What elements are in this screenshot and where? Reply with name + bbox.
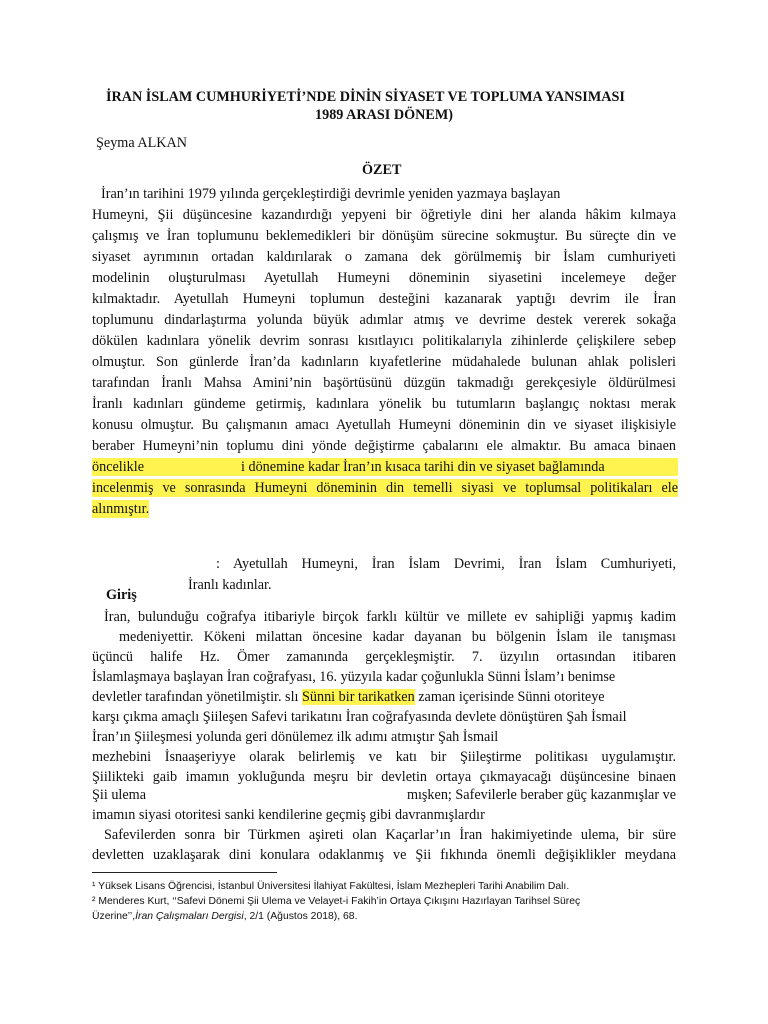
document-title-line1: İRAN İSLAM CUMHURİYETİ’NDE DİNİN SİYASET VE TOPLUMA YANSIMASI: [106, 89, 625, 105]
intro-text: zaman içerisinde Sünni otoriteye: [418, 689, 605, 705]
document-title-line2: 1989 ARASI DÖNEM): [315, 107, 453, 123]
intro-line: İran’ın Şiileşmesi yolunda geri dönülemez ilk adımı atmıştır Şah İsmail: [92, 729, 499, 745]
intro-highlight: Sünni bir tarikatken: [302, 689, 415, 705]
abstract-highlight-line: [92, 458, 678, 476]
intro-line: üçüncü halife Hz. Ömer zamanında gerçekleşmiştir. 7. üzyılın ortasından itibaren: [92, 649, 676, 665]
abstract-line: modelinin oluşturulması Ayetullah Humeyni döneminin siyasetini incelemeye değer: [92, 270, 676, 286]
abstract-line: tarafından İranlı Mahsa Amini’nin başörtüsünü düzgün takmadığı gerekçesiyle öldürülmesi: [92, 375, 676, 391]
keywords-line: : Ayetullah Humeyni, İran İslam Devrimi, İran İslam Cumhuriyeti,: [216, 556, 676, 572]
author-name: Şeyma ALKAN: [96, 135, 188, 151]
intro-text: devletler tarafından yönetilmiştir. slı: [92, 689, 299, 705]
abstract-line: dökülen kadınlara yönelik devrim sonrası kısıtlayıcı politikalarıyla zihinlerde çelişkilere sebep: [92, 333, 676, 349]
abstract-highlight-line: incelenmiş ve sonrasında Humeyni döneminin din temelli siyasi ve toplumsal politikaları ele: [92, 480, 678, 496]
footnote-2: ² Menderes Kurt, ‘‘Safevi Dönemi Şii Ulema ve Velayet-i Fakih’in Ortaya Çıkışını Hazırlayan Tarihsel Süreç: [92, 896, 581, 907]
journal-name: İran Çalışmaları Dergisi: [135, 911, 244, 922]
footnote-1: ¹ Yüksek Lisans Öğrencisi, İstanbul Üniversitesi İlahiyat Fakültesi, İslam Mezhepleri Tarihi Anabilim Dalı.: [92, 881, 570, 892]
abstract-line: olmuştur. Son günlerde İran’da kadınların kıyafetlerine müdahalede bulunan ahlak polisleri: [92, 354, 676, 370]
abstract-line: İranlı kadınları gündeme getirmiş, kadınlara yönelik bu tutumların başlangıç noktası merak: [92, 396, 676, 412]
abstract-line: siyaset ayrımının ortadan kaldırılarak o zamana dek görülmemiş bir İslam cumhuriyeti: [92, 249, 676, 265]
intro-line: [92, 688, 605, 706]
highlight-text: öncelikle: [92, 459, 144, 475]
abstract-line: konusu olmuştur. Bu çalışmanın amacı Ayetullah Humeyni döneminin din ve siyaset ilişkisiyle: [92, 417, 676, 433]
intro-line: karşı çıkma amaçlı Şiileşen Safevi tarikatını İran coğrafyasında devlete dönüştüren Şah İsmail: [92, 709, 627, 725]
intro-line: İslamlaşmaya başlayan İran coğrafyası, 16. yüzyıla kadar çoğunlukla Sünni İslam’ı benimse: [92, 669, 616, 685]
para2-line: Safevilerden sonra bir Türkmen aşireti olan Kaçarlar’ın İran hakimiyetinde ulema, bir süre: [104, 827, 676, 843]
abstract-heading: ÖZET: [362, 162, 402, 178]
intro-text: Şii ulema: [92, 787, 146, 803]
intro-line: Şiilikteki gaib imamın yokluğunda meşru bir devletin ortaya çıkmayacağı düşüncesine binaen: [92, 769, 676, 785]
intro-line: imamın siyasi otoritesi sanki kendilerine geçmiş gibi davranmışlardır: [92, 807, 485, 823]
footnote-2-continuation: [92, 910, 357, 924]
intro-heading: Giriş: [106, 587, 137, 603]
abstract-line: Humeyni, Şii düşüncesine kazandırdığı yepyeni bir öğretiyle dini her alanda hâkim kılmaya: [92, 207, 676, 223]
intro-line: mezhebini İsnaaşeriyye olarak belirlemiş ve katı bir Şiileştirme politikası uygulamıştır.: [92, 749, 676, 765]
highlight-text: i dönemine kadar İran’ın kısaca tarihi din ve siyaset bağlamında: [241, 459, 605, 475]
abstract-line: İran’ın tarihini 1979 yılında gerçekleştirdiği devrimle yeniden yazmaya başlayan: [101, 186, 561, 202]
intro-line: İran, bulunduğu coğrafya itibariyle birçok farklı kültür ve millete ev sahipliği yapmış kadim: [104, 609, 676, 625]
intro-line: medeniyettir. Kökeni milattan öncesine kadar dayanan bu bölgenin İslam ile tanışması: [119, 629, 676, 645]
abstract-line: toplumunu dindarlaştırma yolunda büyük adımlar atmış ve devrime destek vererek sokağa: [92, 312, 676, 328]
abstract-line: çalışmış ve İran toplumunu beklemedikleri bir dönüşüm sürecine sokmuştur. Bu süreçte din ve: [92, 228, 676, 244]
para2-line: devletten uzaklaşarak dini konulara odaklanmış ve Şii fıkhında önemli değişiklikler meydana: [92, 847, 676, 863]
abstract-line: beraber Humeyni’nin toplumu dini yönde değiştirme çabalarını ele almaktır. Bu amaca binaen: [92, 438, 676, 454]
intro-text: mışken; Safevilerle beraber güç kazanmışlar ve: [406, 787, 676, 803]
footnote-text: Üzerine’’,: [92, 911, 136, 922]
abstract-highlight-line: alınmıştır.: [92, 501, 150, 517]
footnote-text: , 2/1 (Ağustos 2018), 68.: [243, 911, 358, 922]
keywords-line: İranlı kadınlar.: [188, 577, 272, 593]
abstract-line: kılmaktadır. Ayetullah Humeyni toplumun desteğini kazanarak yaptığı devrim ile İran: [92, 291, 676, 307]
footnote-separator: [92, 872, 277, 873]
intro-line: [92, 786, 676, 804]
